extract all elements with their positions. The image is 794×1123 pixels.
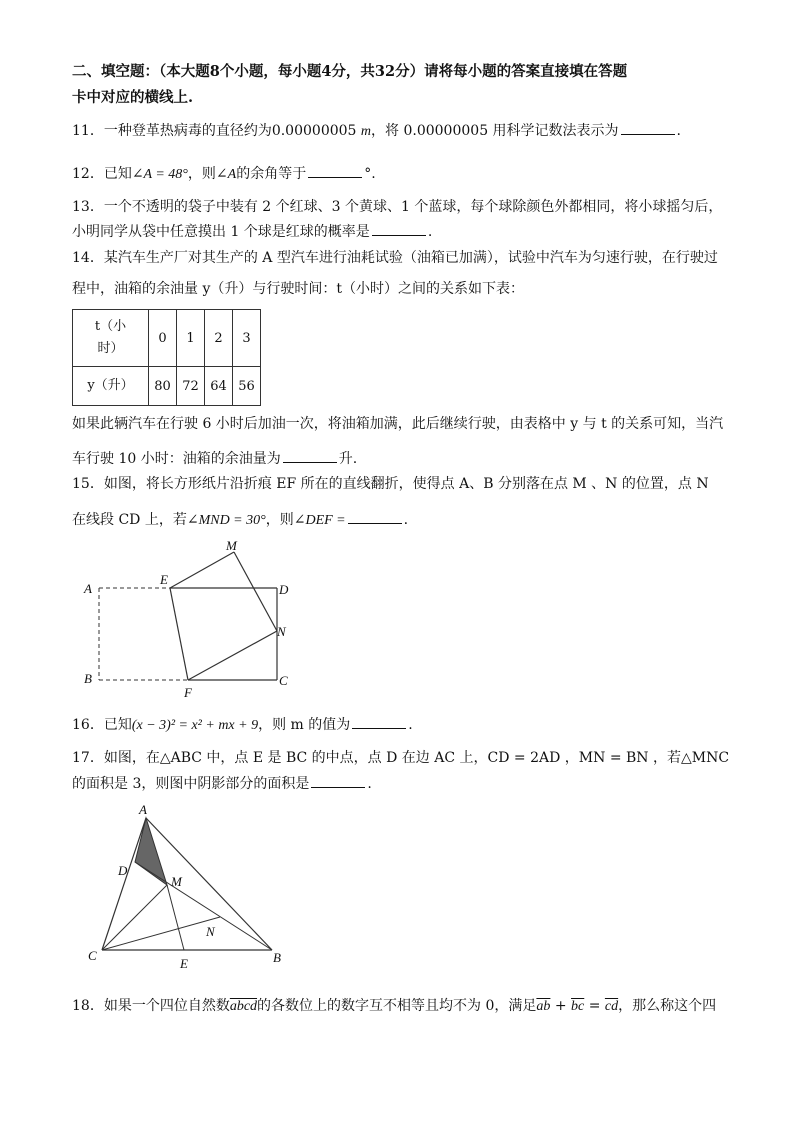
question-14-line4 <box>72 448 357 469</box>
q14-table <box>72 309 261 406</box>
q14-table-cell: 64 <box>205 367 233 406</box>
q14-table-cell: 72 <box>177 367 205 406</box>
q16-text: 16．已知 <box>72 717 132 733</box>
q17-line-me <box>167 885 184 950</box>
q14-table-cell: 3 <box>233 310 261 367</box>
q12-text-3: 的余角等于 <box>236 166 307 182</box>
q15-end: . <box>403 512 409 528</box>
q14-table-t-header <box>73 310 149 367</box>
q18-term-cd: $\overline{cd}$ <box>604 999 619 1014</box>
section-heading-line1: 二、填空题：（本大题8个小题，每小题4分，共32分）请将每小题的答案直接填在答题 <box>72 63 628 80</box>
q15-label-d: D <box>279 582 289 597</box>
question-17-line1: 17．如图，在△ABC 中，点 E 是 BC 的中点，点 D 在边 AC 上，CD = 2AD ，MN = BN ，若△MNC <box>72 750 730 766</box>
q18-number: abcd <box>229 999 258 1014</box>
q12-end: °. <box>364 166 376 182</box>
question-15-line2 <box>72 509 408 531</box>
q14-table-cell: 80 <box>149 367 177 406</box>
q15-line-em <box>170 552 234 588</box>
question-11 <box>72 120 681 142</box>
q16-text-2: ，则 m 的值为 <box>258 717 351 733</box>
question-16 <box>72 714 413 736</box>
question-13-line1: 13．一个不透明的袋子中装有 2 个红球、3 个黄球、1 个蓝球，每个球除颜色外都相同，将小球摇匀后， <box>72 199 723 215</box>
q12-angle-expr: ∠A = 48° <box>131 167 188 182</box>
q11-text: 11．一种登革热病毒的直径约为 <box>72 123 272 139</box>
q15-angle-expr: ∠MND = 30° <box>186 513 266 528</box>
q17-line-cm <box>102 885 167 950</box>
q17-figure <box>72 800 302 975</box>
q15-label-e: E <box>160 572 168 587</box>
q17-label-d: D <box>118 863 128 878</box>
question-14-line1: 14．某汽车生产厂对其生产的 A 型汽车进行油耗试验（油箱已加满），试验中汽车为匀速行驶，在行驶过 <box>72 250 718 266</box>
q14-table-cell: 0 <box>149 310 177 367</box>
q15-angle-ask: ∠DEF = <box>293 513 346 528</box>
q17-label-n: N <box>206 924 215 939</box>
question-12 <box>72 163 376 185</box>
q14-t-header-b: 时） <box>97 341 124 356</box>
q15-label-c: C <box>279 673 288 688</box>
q15-figure <box>72 535 312 705</box>
q18-plus: + <box>550 998 572 1014</box>
q12-angle-ref: ∠A <box>215 167 237 182</box>
q17-line-db <box>135 862 272 950</box>
q14-text: 车行驶 10 小时：油箱的余油量为 <box>72 451 281 467</box>
q17-answer-blank[interactable] <box>311 773 365 788</box>
q11-unit: m <box>360 124 372 139</box>
q16-answer-blank[interactable] <box>352 714 406 729</box>
q14-t-header-a: t（小 <box>94 319 127 334</box>
q14-table-cell: 1 <box>177 310 205 367</box>
q17-label-b: B <box>273 950 281 965</box>
question-13-line2 <box>72 221 432 242</box>
q15-label-n: N <box>277 624 286 639</box>
q12-text-2: ，则 <box>187 166 216 182</box>
q18-text: 18．如果一个四位自然数 <box>72 998 230 1014</box>
q15-text: 在线段 CD 上，若 <box>72 512 187 528</box>
q15-line-mn <box>234 552 277 631</box>
q13-text: 小明同学从袋中任意摸出 1 个球是红球的概率是 <box>72 224 370 240</box>
q11-text-2: ，将 0.00000005 用科学记数法表示为 <box>371 123 619 139</box>
q15-fold-ef <box>170 588 188 680</box>
section-heading-line2: 卡中对应的横线上. <box>72 89 194 106</box>
q18-text-2: 的各数位上的数字互不相等且均不为 0，满足 <box>257 998 537 1014</box>
q14-table-y-header: y（升） <box>73 367 149 406</box>
q12-text: 12．已知 <box>72 166 132 182</box>
q17-line-ac <box>102 818 146 950</box>
q11-end: . <box>676 123 681 139</box>
q15-label-a: A <box>84 581 92 596</box>
q15-line-nf <box>188 631 277 680</box>
question-18 <box>72 996 716 1017</box>
question-14-line3: 如果此辆汽车在行驶 6 小时后加油一次，将油箱加满，此后继续行驶，由表格中 y 与 t 的关系可知，当汽 <box>72 416 724 432</box>
q17-label-a: A <box>139 802 147 817</box>
q17-label-m: M <box>171 874 182 889</box>
q15-label-b: B <box>84 671 92 686</box>
question-17-line2 <box>72 773 372 794</box>
q14-table-cell: 2 <box>205 310 233 367</box>
q18-text-3: ，那么称这个四 <box>618 998 717 1014</box>
q12-answer-blank[interactable] <box>308 163 362 178</box>
question-14-line2: 程中，油箱的余油量 y（升）与行驶时间：t（小时）之间的关系如下表： <box>72 281 524 297</box>
q15-answer-blank[interactable] <box>348 509 402 524</box>
q16-end: . <box>408 717 413 733</box>
q17-line-cn <box>102 917 220 950</box>
q17-text: 的面积是 3，则图中阴影部分的面积是 <box>72 776 310 792</box>
q18-equals: = <box>584 998 605 1014</box>
q18-term-ab: $\overline{ab}$ <box>536 999 551 1014</box>
q17-shaded-region <box>135 818 167 885</box>
q15-label-f: F <box>184 685 192 700</box>
q11-value: 0.00000005 <box>271 123 357 139</box>
q17-end: . <box>367 776 372 792</box>
q14-table-cell: 56 <box>233 367 261 406</box>
q17-label-c: C <box>88 948 97 963</box>
q15-label-m: M <box>226 538 237 553</box>
q13-end: . <box>427 224 433 240</box>
q18-term-bc: $\overline{bc}$ <box>571 999 585 1014</box>
q14-answer-blank[interactable] <box>283 448 337 463</box>
q13-answer-blank[interactable] <box>372 221 426 236</box>
q11-answer-blank[interactable] <box>621 120 675 135</box>
q16-expr: (x − 3)² = x² + mx + 9 <box>131 718 259 733</box>
q15-text-2: ，则 <box>265 512 294 528</box>
q17-label-e: E <box>180 956 188 971</box>
question-15-line1: 15．如图，将长方形纸片沿折痕 EF 所在的直线翻折，使得点 A、B 分别落在点 M 、N 的位置，点 N <box>72 476 709 492</box>
q14-end: 升. <box>338 451 358 467</box>
